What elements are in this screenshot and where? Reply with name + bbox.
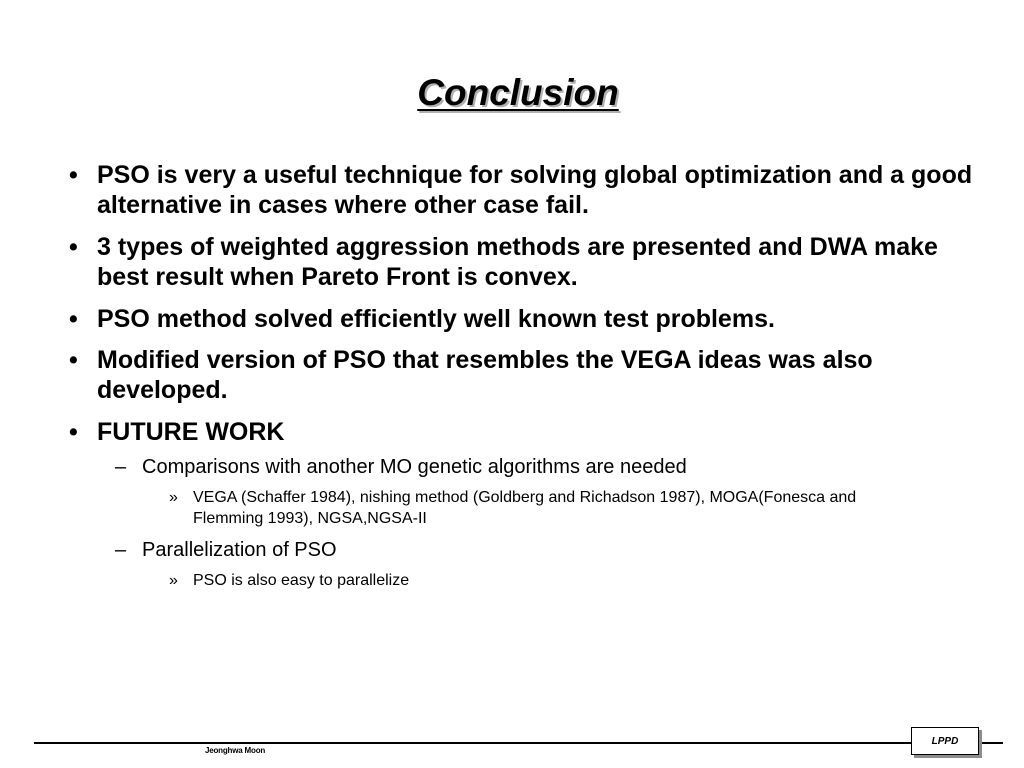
sub-bullet-item	[115, 538, 942, 562]
footer-author: Jeonghwa Moon	[205, 746, 266, 755]
sub-bullet-text: Parallelization of PSO	[142, 539, 337, 561]
sub-sub-bullet-marker: »	[169, 572, 178, 589]
sub-bullet-marker: –	[115, 456, 127, 478]
sub-sub-bullet-item	[169, 487, 893, 529]
bullet-marker: •	[69, 233, 78, 261]
logo-text: LPPD	[931, 735, 959, 747]
bullet-marker: •	[69, 418, 78, 446]
footer-divider	[34, 742, 1003, 744]
bullet-text: 3 types of weighted aggression methods are presented and DWA make best result when Pareto Front is convex.	[97, 233, 938, 291]
bullet-text: FUTURE WORK	[97, 418, 285, 446]
bullet-marker: •	[69, 346, 78, 374]
bullet-text: PSO method solved efficiently well known test problems.	[97, 305, 775, 333]
sub-bullet-text: Comparisons with another MO genetic algorithms are needed	[142, 456, 687, 478]
lppd-logo	[911, 727, 979, 755]
bullet-item	[69, 232, 977, 292]
sub-sub-bullet-text: PSO is also easy to parallelize	[193, 572, 410, 589]
sub-bullet-item	[115, 455, 942, 479]
bullet-item	[69, 345, 977, 405]
bullet-item	[69, 417, 977, 447]
bullet-marker: •	[69, 161, 78, 189]
sub-sub-bullet-marker: »	[169, 489, 178, 506]
bullet-marker: •	[69, 305, 78, 333]
slide-title: Conclusion	[417, 72, 619, 113]
bullet-text: Modified version of PSO that resembles the VEGA ideas was also developed.	[97, 346, 873, 404]
bullet-item	[69, 304, 977, 334]
bullet-item	[69, 160, 977, 220]
bullet-text: PSO is very a useful technique for solving global optimization and a good alternative in cases where other case fail.	[97, 161, 973, 219]
sub-sub-bullet-item	[169, 570, 893, 591]
sub-bullet-marker: –	[115, 539, 127, 561]
sub-sub-bullet-text: VEGA (Schaffer 1984), nishing method (Goldberg and Richadson 1987), MOGA(Fonesca and Flemming 1993), NGSA,NGSA-II	[193, 489, 857, 527]
